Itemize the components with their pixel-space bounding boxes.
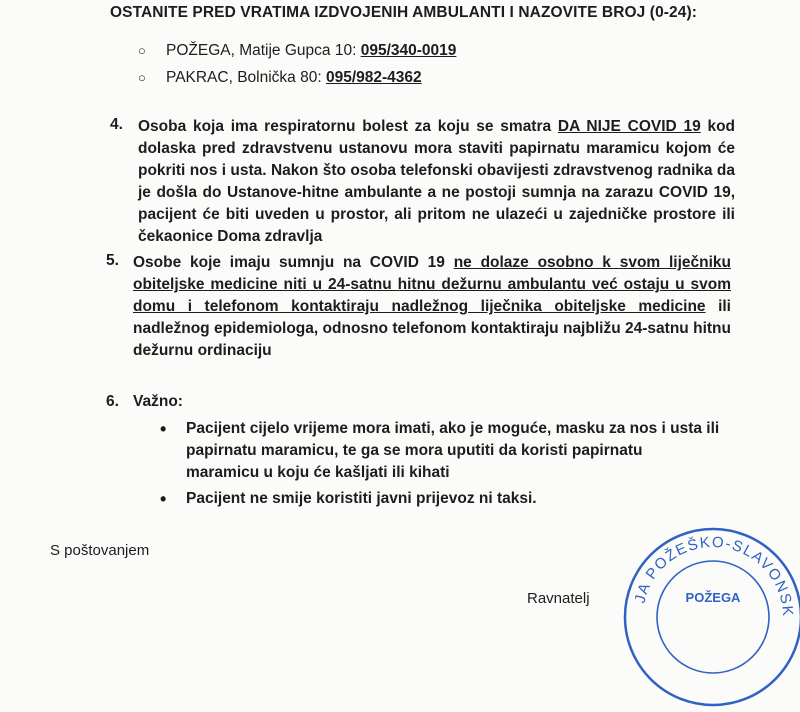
stamp-outer-ring: [625, 529, 800, 705]
item-text: Osoba koja ima respiratornu bolest za koju se smatra: [138, 118, 558, 135]
item-text: ili nadležnog epidemiologa, odnosno telefonom kontaktiraju najbližu 24-satnu hitnu dežurnu ordinaciju: [133, 298, 731, 359]
stamp-center-text: POŽEGA: [685, 590, 741, 605]
contact-phone: 095/982-4362: [325, 69, 422, 86]
item-text: kod dolaska pred zdravstvenu ustanovu mora staviti papirnatu maramicu kojom će pokriti nos i usta. Nakon što osoba telefonski obavijesti zdravstvenog radnika da je došla do Ustanove-hitne ambulante a ne postoji sumnja na zarazu COVID 19, pacijent će biti uveden u prostor, ali pritom ne ulazeći u zajedničke prostore ili čekaonice Doma zdravlja: [138, 118, 735, 245]
contact-place: POŽEGA, Matije Gupca 10:: [166, 42, 361, 59]
list-item: • Pacijent ne smije koristiti javni prijevoz ni taksi.: [160, 488, 720, 510]
item-number: 6.: [106, 393, 119, 410]
signature-label: Ravnatelj: [527, 590, 590, 607]
item-number: 4.: [110, 116, 123, 133]
contact-item-pakrac: [138, 68, 456, 95]
document-heading: OSTANITE PRED VRATIMA IZDVOJENIH AMBULANTI I NAZOVITE BROJ (0-24):: [110, 4, 698, 21]
official-stamp-seal: [618, 522, 800, 712]
contact-place: PAKRAC, Bolnička 80:: [166, 69, 326, 86]
closing-greeting: S poštovanjem: [50, 542, 150, 559]
item-text: Osobe koje imaju sumnju na COVID 19: [133, 254, 454, 271]
instruction-item-6-title: Važno:: [133, 393, 183, 410]
item-emphasis: ne dolaze osobno k svom liječniku obiteljske medicine niti u 24-satnu hitnu dežurnu ambulantu već ostaju u svom domu i telefonom kontaktiraju nadležnog liječnika obiteljske medicine: [133, 254, 731, 315]
list-item: • Pacijent cijelo vrijeme mora imati, ako je moguće, masku za nos i usta ili papirnatu maramicu, te ga se mora uputiti da koristi papirnatu maramicu u koju će kašljati ili kihati: [160, 418, 720, 484]
important-list: [160, 418, 720, 510]
contact-list: [138, 41, 456, 95]
contact-phone: 095/340-0019: [360, 42, 457, 59]
contact-item-pozega: [138, 41, 456, 68]
stamp-ring-text: [631, 534, 796, 618]
instruction-item-5: [133, 252, 731, 362]
instruction-item-4: [138, 116, 735, 248]
stamp-inner-ring: [657, 561, 769, 673]
item-number: 5.: [106, 252, 119, 269]
item-emphasis: DA NIJE COVID 19: [557, 118, 701, 135]
stamp-ring-textpath: JA POŽEŠKO-SLAVONSK: [631, 533, 797, 618]
